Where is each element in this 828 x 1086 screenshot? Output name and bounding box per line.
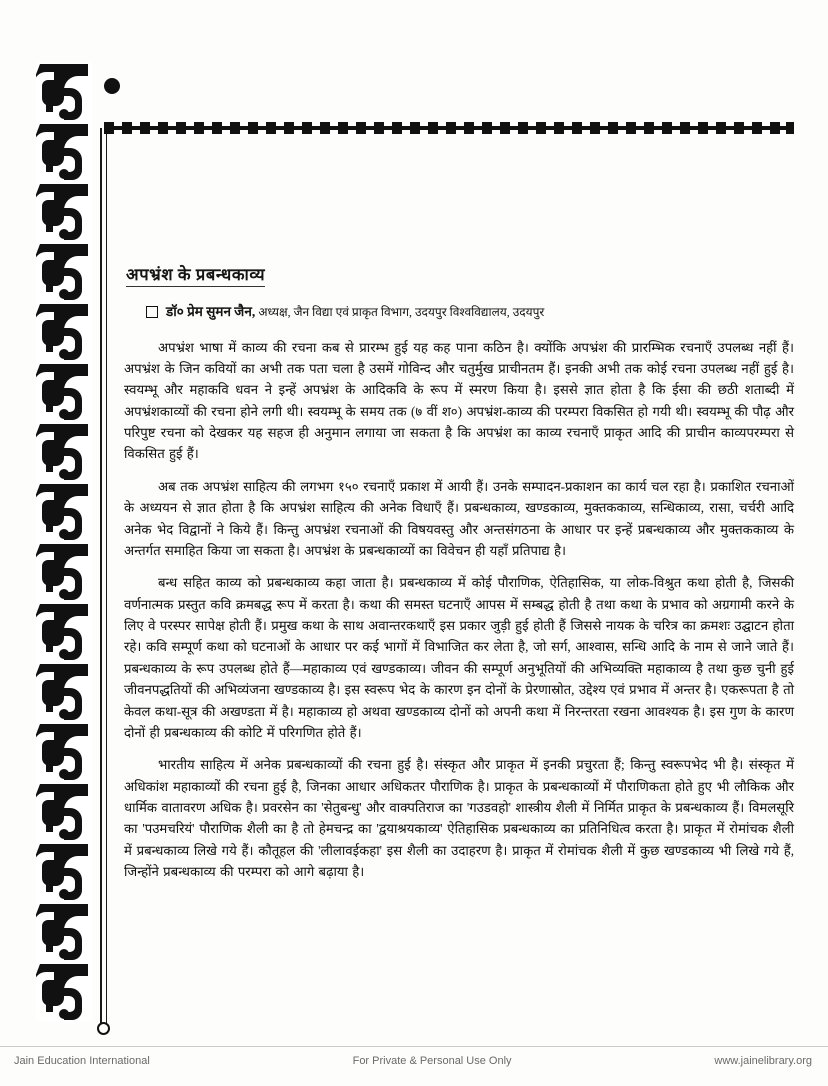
footer-right-link[interactable]: www.jainelibrary.org: [714, 1055, 812, 1067]
footer-center-text: For Private & Personal Use Only: [352, 1055, 512, 1067]
paragraph: अब तक अपभ्रंश साहित्य की लगभग १५० रचनाएँ प्रकाश में आयी हैं। उनके सम्पादन-प्रकाशन का कार्य चल रहा है। प्रकाशित रचनाओं के अध्ययन से ज्ञात होता है कि अपभ्रंश साहित्य की अनेक विधाएँ हैं। प्रबन्धकाव्य, खण्डकाव्य, मुक्तककाव्य, सन्धिकाव्य, रासा, चर्चरी आदि अनेक भेद विद्वानों ने किये हैं। किन्तु अपभ्रंश रचनाओं की विषयवस्तु और अन्तसंगठना के आधार पर इन्हें प्रबन्धकाव्य और मुक्तककाव्य के अन्तर्गत समाहित किया जा सकता है। अपभ्रंश के प्रबन्धकाव्यों का विवेचन ही यहाँ प्रतिपाद्य है।: [124, 478, 794, 558]
author-name: डॉ० प्रेम सुमन जैन,: [166, 304, 256, 319]
author-affiliation: अध्यक्ष, जैन विद्या एवं प्राकृत विभाग, उदयपुर विश्वविद्यालय, उदयपुर: [258, 305, 545, 319]
paragraph: अपभ्रंश भाषा में काव्य की रचना कब से प्रारम्भ हुई यह कह पाना कठिन है। क्योंकि अपभ्रंश की प्रारम्भिक रचनाएँ उपलब्ध नहीं हैं। अपभ्रंश के जिन कवियों का अभी तक पता चला है उसमें गोविन्द और चतुर्मुख प्राचीनतम हैं। इनकी अभी तक कोई रचना उपलब्ध नहीं हुई है। स्वयम्भू और महाकवि धवन ने इन्हें अपभ्रंश के आदिकवि के रूप में स्मरण किया है। इससे ज्ञात होता है कि ईसा की छठी शताब्दी में अपभ्रंशकाव्यों की रचना होने लगी थी। स्वयम्भू के समय तक (७ वीं श०) अपभ्रंश-काव्य की परम्परा विकसित हो गयी थी। स्वयम्भू की पौढ़ और परिपुष्ट रचना को देखकर यह सहज ही अनुमान लगाया जा सकता है कि अपभ्रंश का काव्य रचनाएँ प्राकृत आदि की प्राचीन काव्यपरम्परा से विकसित हुई हैं।: [124, 339, 794, 462]
footer-left-text: Jain Education International: [14, 1055, 150, 1067]
header-ornament-band: [104, 118, 794, 138]
page-footer: [0, 1046, 828, 1067]
vertical-rule-inner: [106, 128, 107, 1028]
article-content: [124, 262, 794, 894]
paragraph: बन्ध सहित काव्य को प्रबन्धकाव्य कहा जाता है। प्रबन्धकाव्य में कोई पौराणिक, ऐतिहासिक, या लोक-विश्रुत कथा होती है, जिसकी वर्णनात्मक प्रस्तुत कवि क्रमबद्ध रूप में करता है। कथा की समस्त घटनाएँ आपस में सम्बद्ध होती है तथा कथा के प्रभाव को अग्रगामी करने के लिए वे परस्पर सापेक्ष होती हैं। प्रमुख कथा के साथ अवान्तरकथाएँ इस प्रकार जुड़ी हुई होती हैं जिससे नायक के चरित्र का क्रमशः उद्घाटन होता रहे। कवि सम्पूर्ण कथा को घटनाओं के आधार पर कई भागों में विभाजित कर लेता है, जो सर्ग, आश्वास, सन्धि आदि के नाम से जाने जाते हैं। प्रबन्धकाव्य के रूप उपलब्ध होते हैं—महाकाव्य एवं खण्डकाव्य। जीवन की सम्पूर्ण अनुभूतियों की अभिव्यक्ति महाकाव्य है तथा कुछ चुनी हुई जीवनपद्धतियों की अभिव्यंजना खण्डकाव्य है। इस स्वरूप भेद के कारण इन दोनों के प्रेरणास्रोत, उद्देश्य एवं प्रभाव में अन्तर है। एकरूपता है तो केवल कथा-सूत्र की अखण्डता में है। महाकाव्य हो अथवा खण्डकाव्य दोनों को अपनी कथा में निरन्तरता रखना आवश्यक है। इस गुण के कारण दोनों ही प्रबन्धकाव्य की कोटि में परिगणित होते हैं।: [124, 575, 794, 740]
vertical-rule-outer: [100, 128, 102, 1028]
top-bullet-dot: [104, 78, 120, 94]
bullet-square-icon: [146, 306, 158, 318]
byline: [146, 303, 794, 321]
bottom-circle-terminal: [97, 1022, 110, 1035]
paragraph: भारतीय साहित्य में अनेक प्रबन्धकाव्यों की रचना हुई है। संस्कृत और प्राकृत में इनकी प्रचुरता हैं; किन्तु स्वरूपभेद भी है। संस्कृत में अधिकांश महाकाव्यों की रचना हुई है, जिनका आधार अधिकतर पौराणिक है। प्राकृत के प्रबन्धकाव्यों में पौराणिकता होते हुए भी लौकिक और धार्मिक वातावरण अधिक है। प्रवरसेन का 'सेतुबन्धु' और वाक्पतिराज का 'गउडवहो' शास्त्रीय शैली में निर्मित प्राकृत के प्रबन्धकाव्य हैं। विमलसूरि का 'पउमचरियं' पौराणिक शैली का है तो हेमचन्द्र का 'द्वयाश्रयकाव्य' ऐतिहासिक प्रबन्धकाव्य का प्रतिनिधित्व करता है। प्राकृत में रोमांचक शैली में प्रबन्धकाव्य लिखे गये हैं। कौतूहल की 'लीलावईकहा' इस शैली का उदाहरण है। प्राकृत में रोमांचक शैली में कुछ खण्डकाव्य भी लिखे गये हैं, जिन्होंने प्रबन्धकाव्य की परम्परा को आगे बढ़ाया है।: [124, 757, 794, 880]
page-title: अपभ्रंश के प्रबन्धकाव्य: [126, 262, 265, 287]
ornamental-border-icon: [36, 62, 92, 1022]
